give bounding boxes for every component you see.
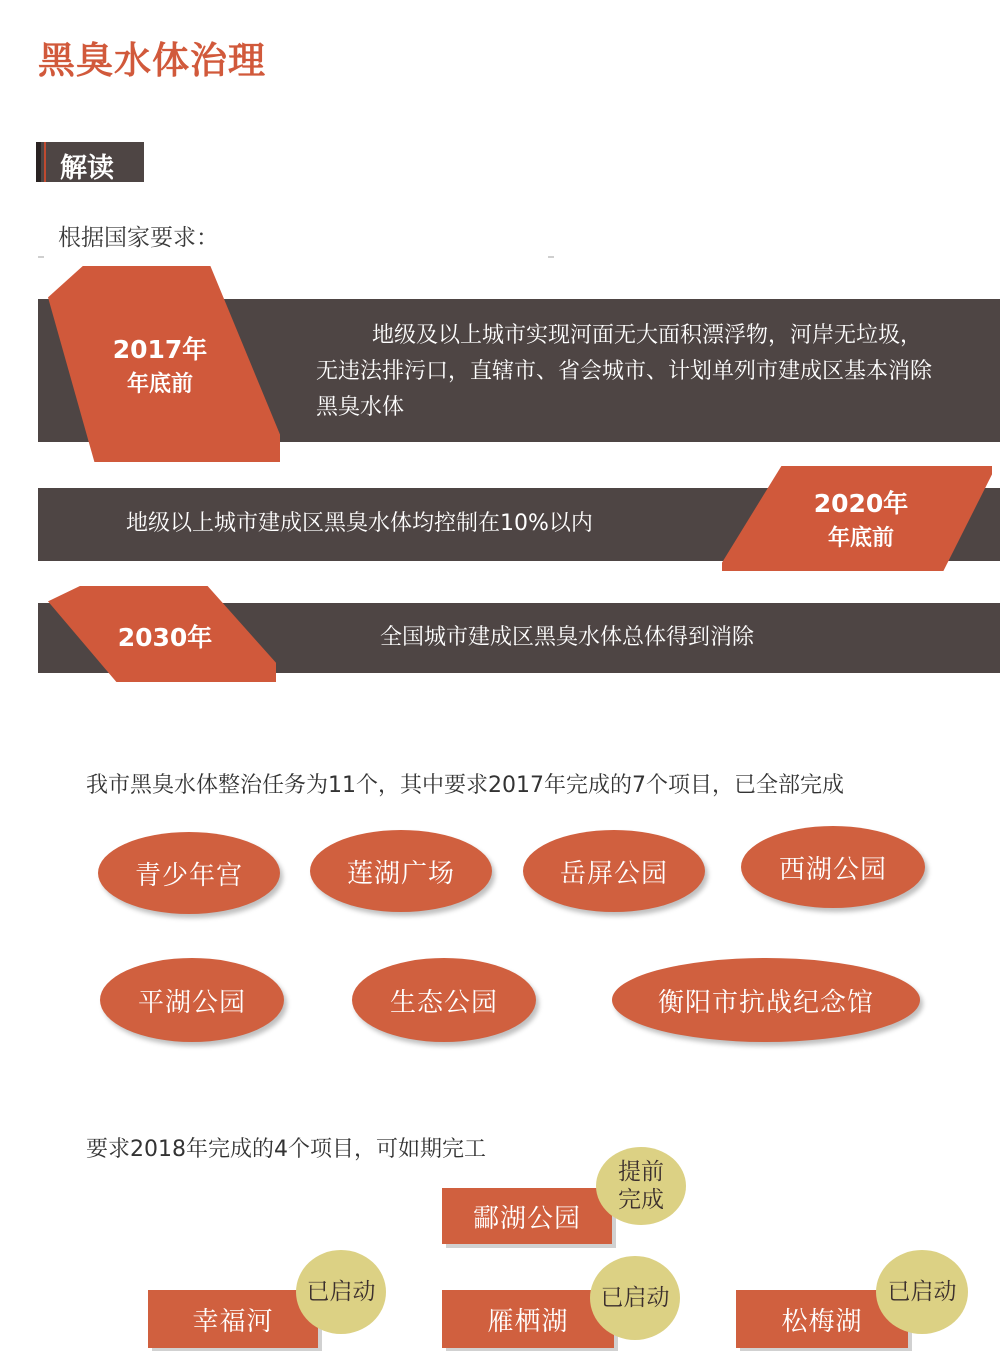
project-ellipse: 莲湖广场 xyxy=(310,830,492,912)
section-tab xyxy=(36,142,144,182)
status-badge xyxy=(590,1256,680,1340)
status-badge-label: 提前完成 xyxy=(618,1159,664,1213)
project-ellipse: 青少年宫 xyxy=(98,832,280,914)
plan-text: 要求2018年完成的4个项目，可如期完工 xyxy=(86,1137,486,1162)
tasks-text: 我市黑臭水体整治任务为11个，其中要求2017年完成的7个项目，已全部完成 xyxy=(86,773,844,798)
divider-right xyxy=(548,256,554,258)
status-badge xyxy=(876,1250,968,1334)
status-badge-label: 已启动 xyxy=(600,1285,670,1311)
page-title: 黑臭水体治理 xyxy=(38,39,266,82)
project-ellipse: 平湖公园 xyxy=(100,958,284,1042)
project-ellipse: 衡阳市抗战纪念馆 xyxy=(612,958,920,1042)
project-box: 松梅湖 xyxy=(736,1290,908,1348)
timeline-text-2020: 地级以上城市建成区黑臭水体均控制在10%以内 xyxy=(126,511,593,536)
project-box: 雁栖湖 xyxy=(442,1290,614,1348)
timeline-year-2017: 2017年 xyxy=(112,335,208,364)
status-badge xyxy=(296,1250,386,1334)
status-badge xyxy=(596,1147,686,1225)
section-tab-accent xyxy=(36,142,41,182)
intro-text: 根据国家要求： xyxy=(58,225,219,251)
timeline-text-2030: 全国城市建成区黑臭水体总体得到消除 xyxy=(380,625,755,650)
project-box: 酃湖公园 xyxy=(442,1188,612,1244)
status-badge-label: 已启动 xyxy=(306,1279,376,1305)
timeline-year-2030: 2030年 xyxy=(117,623,213,652)
section-tab-label: 解读 xyxy=(60,153,114,184)
project-ellipse: 生态公园 xyxy=(352,958,536,1042)
project-ellipse: 西湖公园 xyxy=(741,826,925,908)
project-ellipse: 岳屏公园 xyxy=(523,830,705,912)
divider-left xyxy=(38,256,44,258)
project-box: 幸福河 xyxy=(148,1290,318,1348)
timeline-year-2020: 2020年 xyxy=(813,489,909,518)
timeline-sub-2017: 年底前 xyxy=(126,372,193,397)
section-tab-line xyxy=(44,142,46,182)
timeline-text-2017: 地级及以上城市实现河面无大面积漂浮物，河岸无垃圾，无违法排污口，直辖市、省会城市、计划单列市建成区基本消除黑臭水体 xyxy=(316,323,933,420)
timeline-label-2017 xyxy=(100,332,220,402)
timeline-label-2020 xyxy=(796,486,926,556)
status-badge-label: 已启动 xyxy=(887,1279,957,1305)
timeline-sub-2020: 年底前 xyxy=(827,526,894,551)
